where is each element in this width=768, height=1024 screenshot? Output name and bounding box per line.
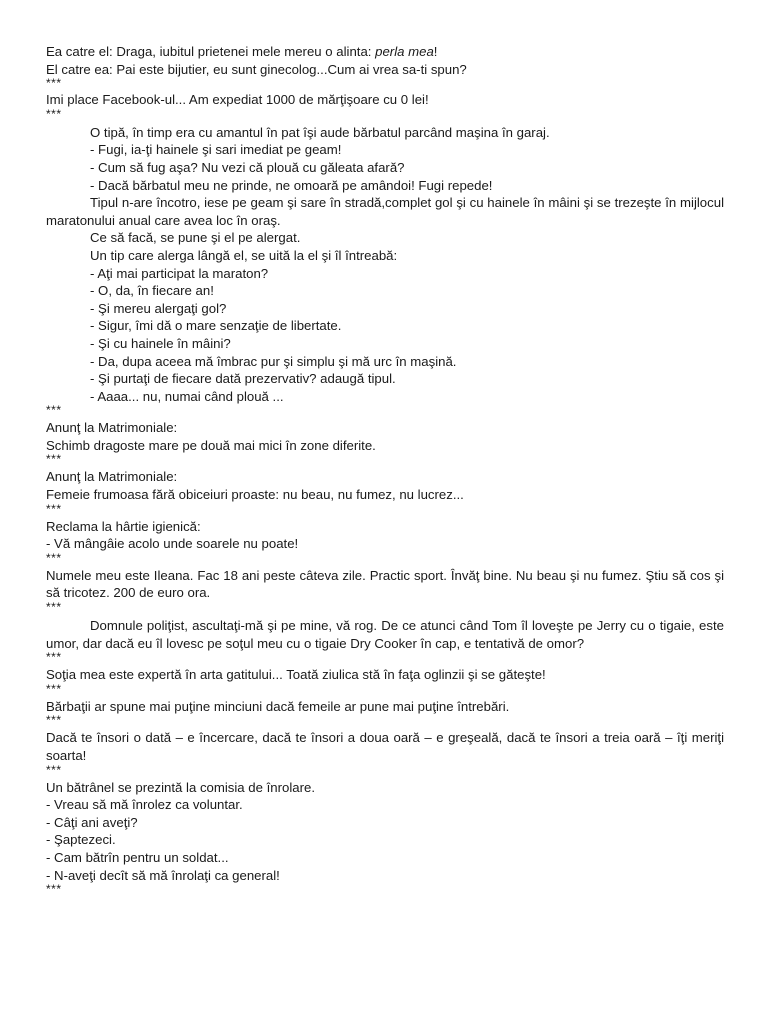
separator: *** [46, 713, 62, 728]
text-line: - Şaptezeci. [46, 832, 116, 848]
italic-text: perla mea [375, 44, 434, 59]
text-line: Un tip care alerga lângă el, se uită la el şi îl întreabă: [90, 247, 398, 263]
text-line: - Dacă bărbatul meu ne prinde, ne omoară pe amândoi! Fugi repede! [90, 177, 493, 193]
text-line: - Şi mereu alergaţi gol? [90, 300, 227, 316]
text-line: - Vreau să mă înrolez ca voluntar. [46, 797, 243, 813]
text-line: - Da, dupa aceea mă îmbrac pur şi simplu şi mă urc în maşină. [90, 353, 457, 369]
text-line: Schimb dragoste mare pe două mai mici în zone diferite. [46, 437, 376, 453]
text-line: - Şi cu hainele în mâini? [90, 335, 231, 351]
text-line: Femeie frumoasa fără obiceiuri proaste: nu beau, nu fumez, nu lucrez... [46, 487, 464, 503]
text-line: Un bătrânel se prezintă la comisia de înrolare. [46, 779, 316, 795]
text-line: - Câţi ani aveţi? [46, 814, 138, 830]
text-line: Imi place Facebook-ul... Am expediat 1000 de mărţişoare cu 0 lei! [46, 92, 429, 108]
text-run: Ea catre el: Draga, iubitul prietenei mele mereu o alinta: [46, 44, 376, 59]
text-paragraph: Dacă te însori o dată – e încercare, dacă te însori a doua oară – e greşeală, dacă te însori a treia oară – îţi meriţi soarta! [46, 730, 724, 763]
text-line: - N-aveţi decît să mă înrolaţi ca general! [46, 867, 280, 883]
separator: *** [46, 600, 62, 615]
text-line: Anunţ la Matrimoniale: [46, 420, 178, 436]
separator: *** [46, 452, 62, 467]
separator: *** [46, 762, 62, 777]
separator: *** [46, 681, 62, 696]
text-line: - Aaaa... nu, numai când plouă ... [90, 388, 284, 404]
text-line: El catre ea: Pai este bijutier, eu sunt ginecolog...Cum ai vrea sa-ti spun? [46, 61, 467, 77]
text-line: - Cam bătrîn pentru un soldat... [46, 849, 229, 865]
text-line: - Şi purtaţi de fiecare dată prezervativ? adaugă tipul. [90, 371, 396, 387]
separator: *** [46, 882, 62, 897]
document-body [46, 43, 724, 895]
text-line: - Cum să fug aşa? Nu vezi că plouă cu găleata afară? [90, 159, 405, 175]
text-line: - Vă mângâie acolo unde soarele nu poate! [46, 536, 299, 552]
text-paragraph: Domnule poliţist, ascultaţi-mă şi pe mine, vă rog. De ce atunci când Tom îl loveşte pe Jerry cu o tigaie, este umor, dar dacă eu îl lovesc pe soţul meu cu o tigaie Dry Cooker în cap, e tentativă de omor? [46, 618, 724, 651]
separator: *** [46, 501, 62, 516]
text-line [46, 43, 724, 61]
text-line: - O, da, în fiecare an! [90, 283, 214, 299]
text-paragraph: Tipul n-are încotro, iese pe geam şi sare în stradă,complet gol şi cu hainele în mâini şi se trezeşte în mijlocul maratonului anual care avea loc în oraş. [46, 195, 724, 228]
text-line: Bărbaţii ar spune mai puţine minciuni dacă femeile ar pune mai puţine întrebări. [46, 698, 510, 714]
text-line: - Aţi mai participat la maraton? [90, 265, 269, 281]
text-line: O tipă, în timp era cu amantul în pat îşi aude bărbatul parcând maşina în garaj. [90, 124, 550, 140]
text-run: ! [433, 44, 438, 59]
separator: *** [46, 403, 62, 418]
separator: *** [46, 650, 62, 665]
separator: *** [46, 76, 62, 91]
separator: *** [46, 106, 62, 121]
text-paragraph: Numele meu este Ileana. Fac 18 ani peste câteva zile. Practic sport. Învăţ bine. Nu beau şi nu fumez. Ştiu să cos şi să tricotez. 200 de euro ora. [46, 567, 724, 601]
text-line: - Sigur, îmi dă o mare senzaţie de libertate. [90, 318, 342, 334]
text-line: Reclama la hârtie igienică: [46, 518, 201, 534]
separator: *** [46, 550, 62, 565]
text-line: Ce să facă, se pune şi el pe alergat. [90, 230, 301, 246]
text-line: - Fugi, ia-ţi hainele şi sari imediat pe geam! [90, 142, 342, 158]
text-line: Soţia mea este expertă în arta gatitului... Toată ziulica stă în faţa oglinzii şi se găteşte! [46, 667, 546, 683]
text-line: Anunţ la Matrimoniale: [46, 469, 178, 485]
